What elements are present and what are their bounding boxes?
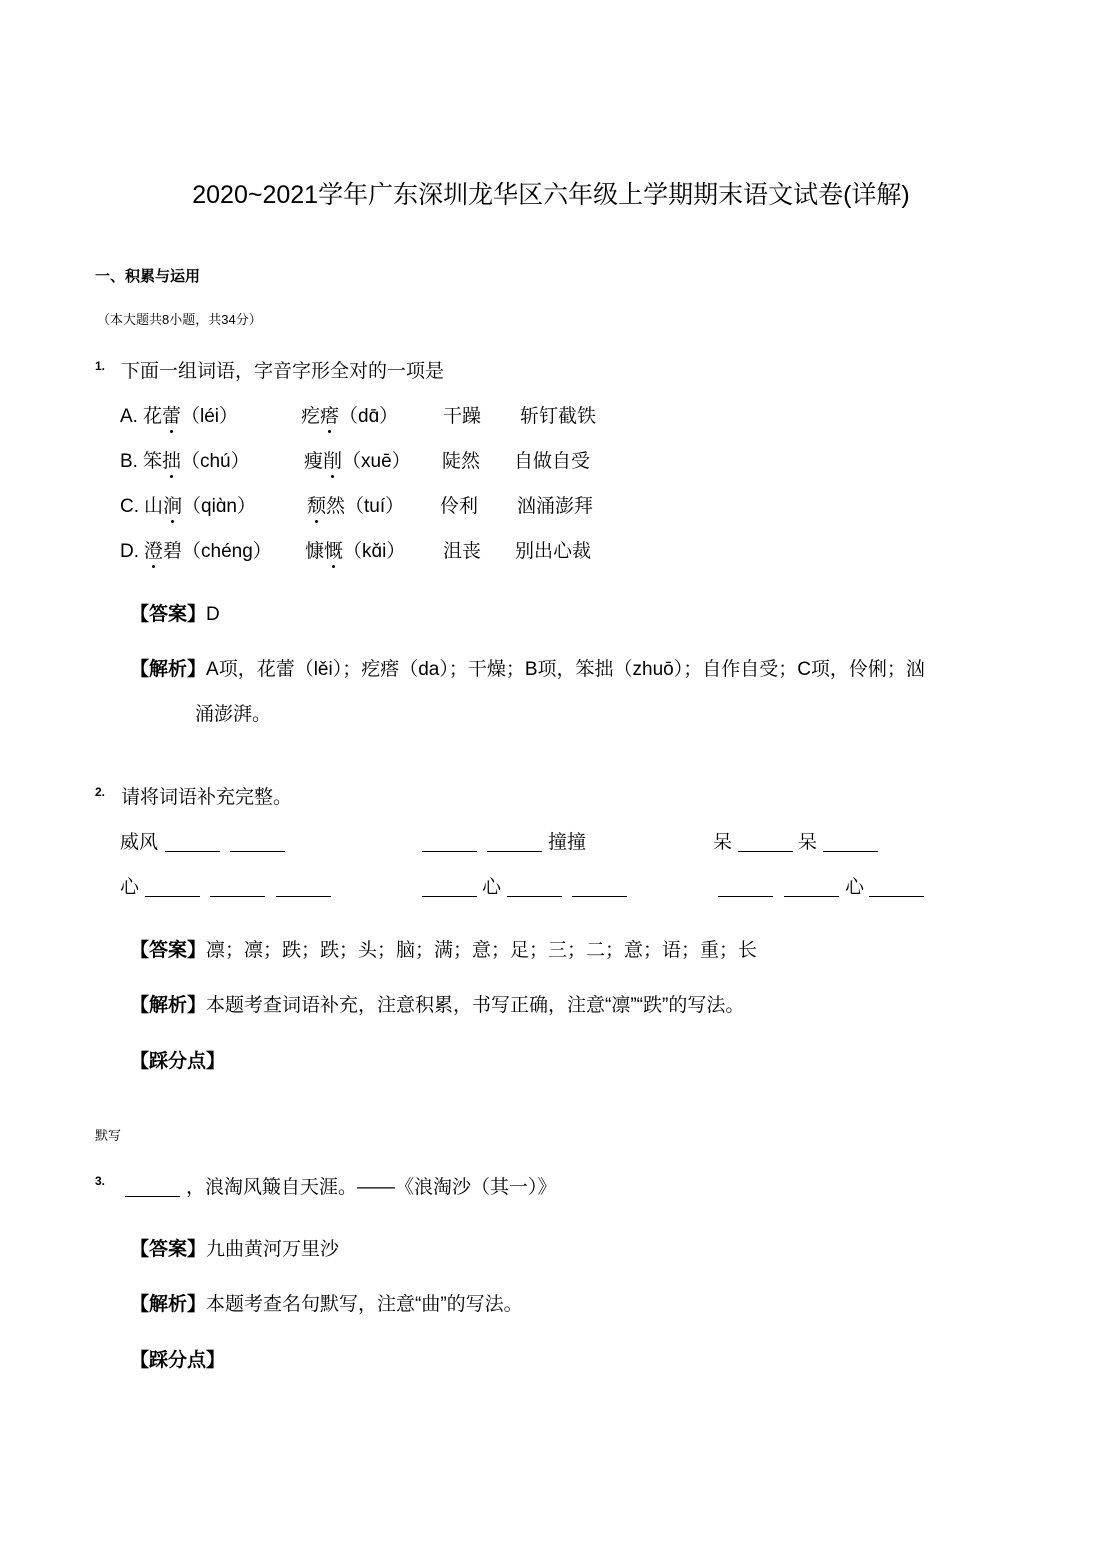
option-a-word-3: 干躁 (443, 406, 482, 427)
blank-underline (422, 876, 477, 897)
emphasized-char: 削 (323, 451, 343, 472)
analysis-label: 【解析】 (130, 1294, 207, 1315)
answer-label: 【答案】 (130, 940, 207, 961)
question-category: 默写 (95, 1128, 122, 1143)
option-a-word-2 (301, 405, 398, 429)
score-points-label: 【踩分点】 (130, 1350, 226, 1371)
analysis-line-3 (130, 1293, 523, 1317)
pinyin: （xuē） (342, 451, 411, 472)
emphasized-char: 拙 (161, 451, 181, 472)
answer-line-2 (130, 939, 757, 963)
option-d-word-3: 沮丧 (443, 541, 482, 562)
answer-label: 【答案】 (130, 604, 207, 625)
blank-underline (869, 876, 924, 897)
blank-underline (422, 831, 477, 852)
analysis-line-1 (130, 658, 925, 682)
option-d-word-4: 别出心裁 (515, 541, 592, 562)
option-d-word-2 (305, 540, 405, 564)
pinyin: （léi） (180, 406, 238, 427)
option-b-word-2 (304, 450, 411, 474)
option-c-word-4: 汹涌澎拜 (517, 496, 594, 517)
question-number-1: 1. (95, 359, 106, 373)
option-b-word-1 (120, 450, 250, 474)
answer-line-3 (130, 1238, 339, 1262)
fill-text: 威风 (120, 832, 159, 853)
fill-text: 心 (845, 877, 865, 898)
analysis-line-2 (130, 994, 744, 1018)
analysis-text-continued: 涌澎湃。 (195, 704, 272, 725)
analysis-text: 本题考查名句默写，注意“曲”的写法。 (206, 1294, 523, 1315)
emphasized-char: 澄 (144, 541, 164, 562)
document-title: 2020~2021学年广东深圳龙华区六年级上学期期末语文试卷(详解) (192, 181, 910, 209)
option-label: D. (120, 541, 139, 562)
blank-underline (230, 831, 285, 852)
option-label: B. (120, 451, 138, 472)
fill-text: 呆 (713, 832, 733, 853)
word-char: 花 (142, 406, 162, 427)
emphasized-char: 涧 (163, 496, 183, 517)
blank-underline (125, 1176, 180, 1197)
analysis-label: 【解析】 (130, 995, 207, 1016)
blank-underline (507, 876, 562, 897)
pinyin: （tuí） (345, 496, 405, 517)
blank-underline (572, 876, 627, 897)
emphasized-char: 瘩 (320, 406, 340, 427)
word-char: 山 (144, 496, 164, 517)
word-char: 瘦 (304, 451, 324, 472)
blank-underline (276, 876, 331, 897)
answer-text: D (206, 604, 220, 625)
emphasized-char: 颓 (307, 496, 327, 517)
answer-line-1 (130, 603, 220, 627)
pinyin: （chéng） (182, 541, 272, 562)
analysis-text: A项，花蕾（lěi）；疙瘩（da）；干燥；B项，笨拙（zhuō）；自作自受；C项，伶俐；汹 (206, 659, 925, 680)
pinyin: （kɑ̌i） (343, 541, 406, 562)
blank-underline (165, 831, 220, 852)
question-number-3: 3. (95, 1174, 106, 1188)
blank-underline (145, 876, 200, 897)
blank-underline (718, 876, 773, 897)
option-a-word-1 (120, 405, 238, 429)
blank-underline (210, 876, 265, 897)
section-note: （本大题共8小题，共34分） (97, 312, 262, 327)
question-number-2: 2. (95, 785, 106, 799)
word-char: 然 (326, 496, 346, 517)
answer-text: 九曲黄河万里沙 (206, 1239, 340, 1260)
analysis-text: 本题考查词语补充，注意积累，书写正确，注意“凛”“跌”的写法。 (206, 995, 745, 1016)
answer-label: 【答案】 (130, 1239, 207, 1260)
blank-underline (823, 831, 878, 852)
option-label: A. (120, 406, 138, 427)
option-c-word-1 (120, 495, 256, 519)
pinyin: （dɑ̄） (339, 406, 399, 427)
option-b-word-4: 自做自受 (514, 451, 591, 472)
fill-text: 心 (120, 877, 140, 898)
blank-underline (784, 876, 839, 897)
answer-text: 凛；凛；跌；跌；头；脑；满；意；足；三；二；意；语；重；长 (206, 940, 758, 961)
question-stem-2: 请将词语补充完整。 (121, 787, 293, 808)
option-b-word-3: 陡然 (442, 451, 481, 472)
word-char: 笨 (142, 451, 162, 472)
option-a-word-4: 斩钉截铁 (520, 406, 597, 427)
score-points-label: 【踩分点】 (130, 1051, 226, 1072)
option-c-word-3: 伶利 (440, 496, 479, 517)
emphasized-char: 蕾 (161, 406, 181, 427)
word-char: 疙 (301, 406, 321, 427)
fill-text: 心 (482, 877, 502, 898)
blank-underline (487, 831, 542, 852)
pinyin: （qiɑ̀n） (182, 496, 256, 517)
word-char: 碧 (163, 541, 183, 562)
section-heading: 一、积累与运用 (95, 268, 201, 285)
pinyin: （chú） (180, 451, 250, 472)
option-c-word-2 (307, 495, 404, 519)
analysis-label: 【解析】 (130, 659, 207, 680)
blank-underline (738, 831, 793, 852)
fill-text: 撞撞 (548, 832, 587, 853)
question-stem-3: ，浪淘风簸自天涯。——《浪淘沙（其一）》 (186, 1177, 557, 1198)
fill-text: 呆 (798, 832, 818, 853)
option-d-word-1 (120, 540, 272, 564)
option-label: C. (120, 496, 139, 517)
word-char: 慷 (305, 541, 325, 562)
emphasized-char: 慨 (324, 541, 344, 562)
question-stem-1: 下面一组词语，字音字形全对的一项是 (121, 361, 445, 382)
